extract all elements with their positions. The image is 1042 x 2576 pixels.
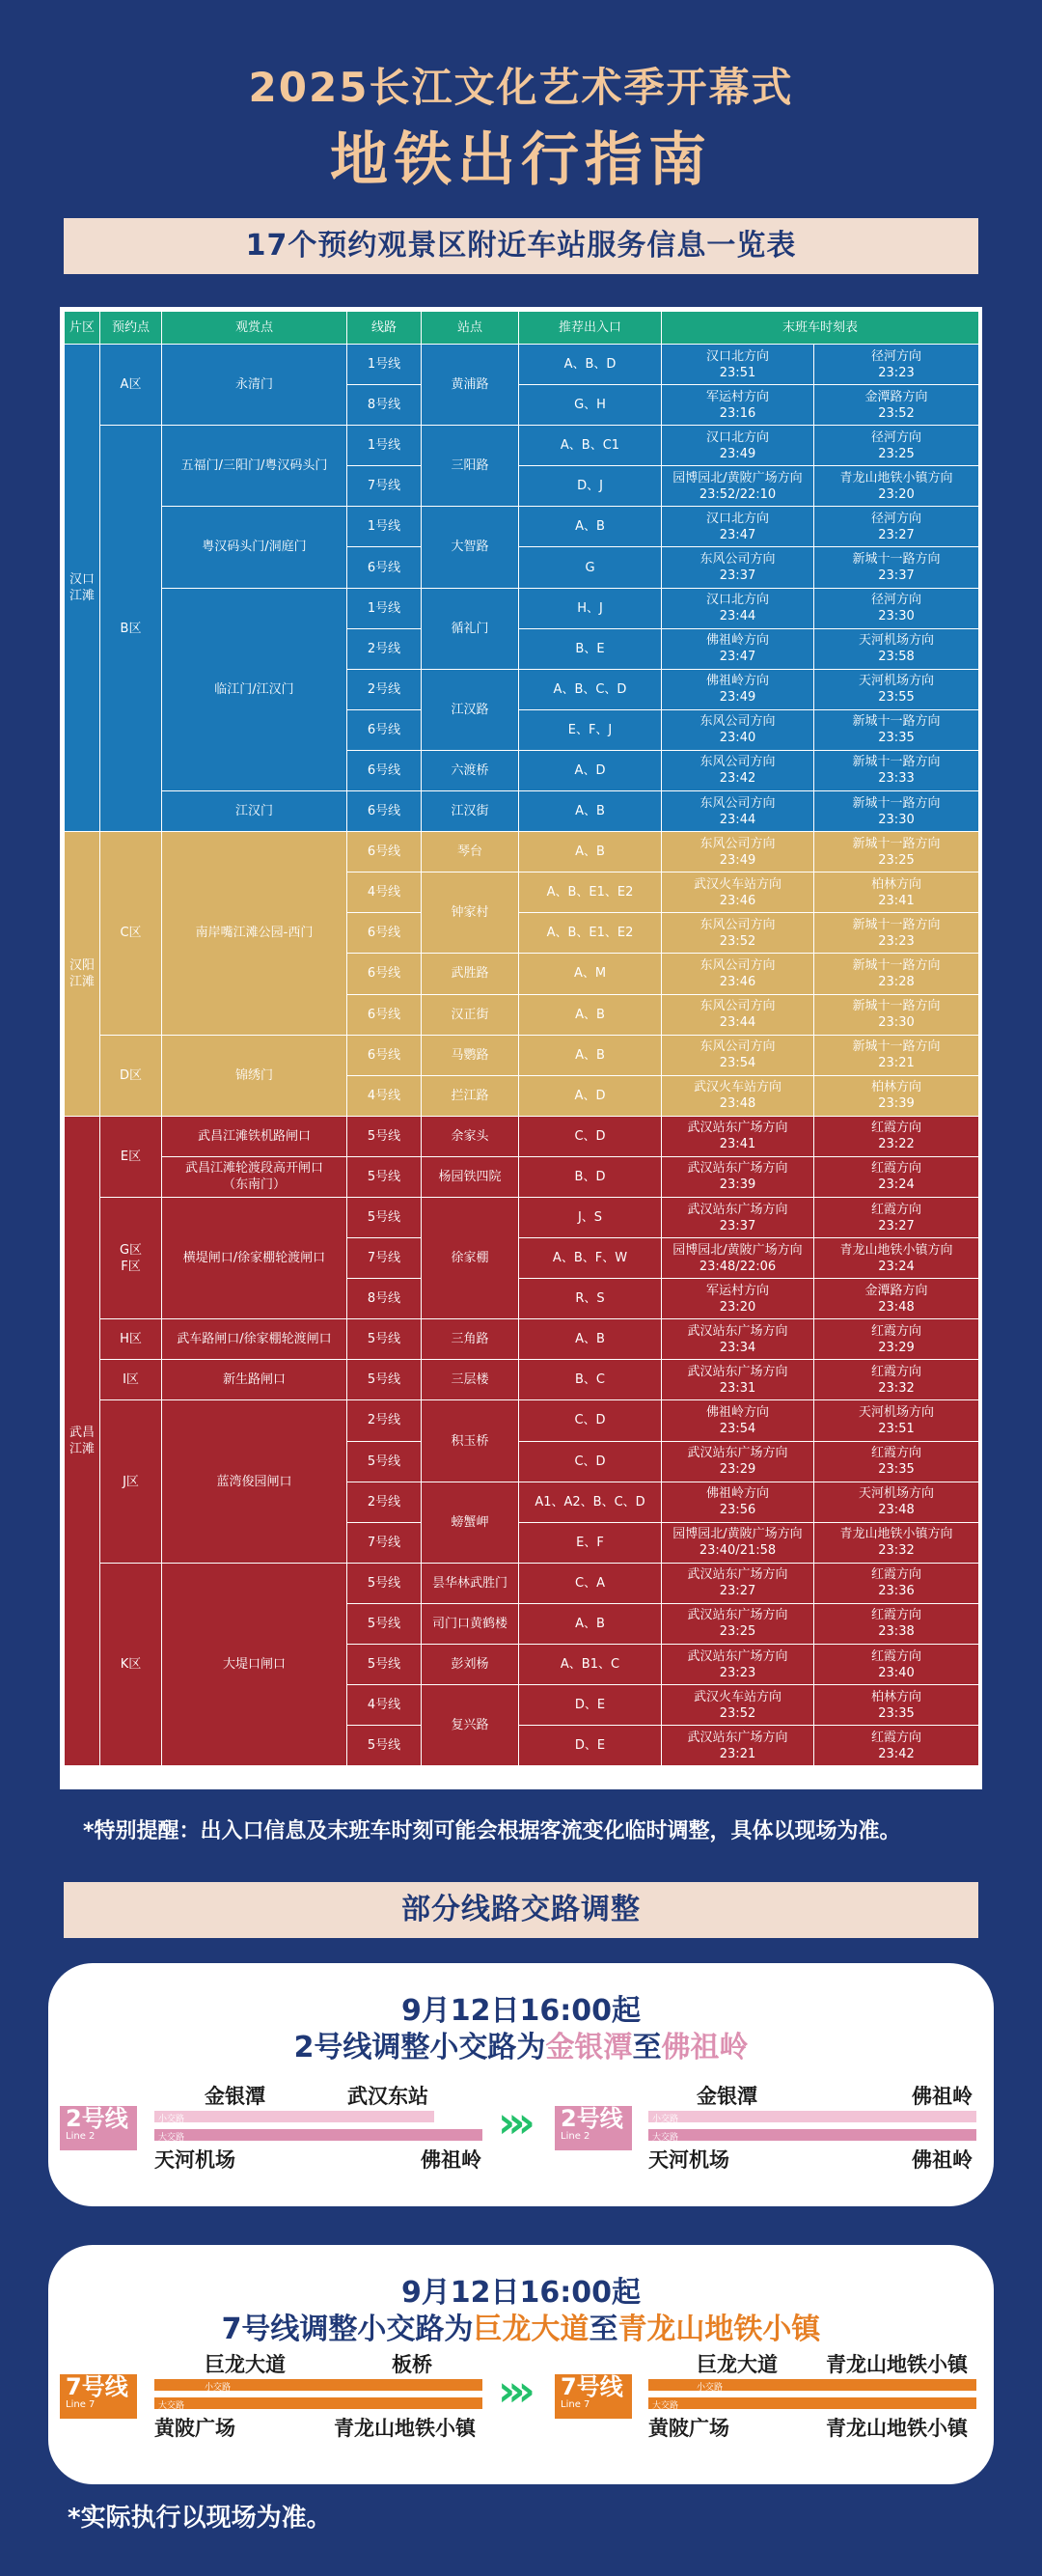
arrow-icon: »» <box>498 2367 518 2416</box>
last-train-cell: 东风公司方向 23:40 <box>662 709 814 750</box>
viewpoint-cell: 新生路闸口 <box>162 1360 347 1400</box>
last-train-cell: 新城十一路方向 23:30 <box>814 791 979 832</box>
last-train-cell: 东风公司方向 23:44 <box>662 791 814 832</box>
station-cell: 大智路 <box>422 507 519 588</box>
last-train-cell: 军运村方向 23:20 <box>662 1279 814 1319</box>
exit-cell: A、B1、C <box>519 1645 662 1685</box>
last-train-cell: 武汉站东广场方向 23:39 <box>662 1156 814 1197</box>
last-train-cell: 青龙山地铁小镇方向 23:24 <box>814 1238 979 1279</box>
station-cell: 司门口黄鹤楼 <box>422 1603 519 1644</box>
arrow-icon: »» <box>498 2098 518 2147</box>
exit-cell: D、E <box>519 1685 662 1726</box>
table-row <box>65 1400 979 1441</box>
schedule-table <box>64 311 979 1766</box>
last-train-cell: 红霞方向 23:32 <box>814 1360 979 1400</box>
last-train-cell: 青龙山地铁小镇方向 23:32 <box>814 1522 979 1563</box>
line-cell: 2号线 <box>347 669 422 709</box>
header-cell: 预约点 <box>100 312 162 345</box>
line-cell: 1号线 <box>347 345 422 385</box>
last-train-cell: 汉口北方向 23:44 <box>662 588 814 628</box>
district-cell: 汉口 江滩 <box>65 345 100 832</box>
viewpoint-cell: 大堤口闸口 <box>162 1563 347 1765</box>
last-train-cell: 柏林方向 23:35 <box>814 1685 979 1726</box>
last-train-cell: 新城十一路方向 23:25 <box>814 832 979 873</box>
route-card-line2 <box>48 1963 994 2206</box>
last-train-cell: 柏林方向 23:39 <box>814 1075 979 1116</box>
exit-cell: G <box>519 547 662 588</box>
last-train-cell: 红霞方向 23:27 <box>814 1197 979 1237</box>
station-label: 天河机场 <box>154 2148 235 2172</box>
last-train-cell: 径河方向 23:25 <box>814 426 979 466</box>
last-train-cell: 新城十一路方向 23:33 <box>814 750 979 790</box>
line7-big-route-bar <box>154 2397 482 2409</box>
table-row <box>65 1116 979 1156</box>
viewpoint-cell: 永清门 <box>162 345 347 426</box>
line7-badge: 7号线 Line 7 <box>60 2374 137 2419</box>
viewpoint-cell: 粤汉码头门/洞庭门 <box>162 507 347 588</box>
line2-small-route-bar <box>154 2111 434 2122</box>
table-row <box>65 1197 979 1237</box>
last-train-cell: 东风公司方向 23:52 <box>662 913 814 954</box>
big-route-label: 大交路 <box>158 2133 185 2143</box>
schedule-table-wrap <box>60 307 982 1789</box>
district-cell: 武昌 江滩 <box>65 1116 100 1766</box>
station-label: 青龙山地铁小镇 <box>826 2417 968 2440</box>
table-row <box>65 1156 979 1197</box>
line2-badge: 2号线 Line 2 <box>60 2106 137 2150</box>
exit-cell: E、F、J <box>519 709 662 750</box>
line-cell: 4号线 <box>347 1075 422 1116</box>
last-train-cell: 武汉站东广场方向 23:23 <box>662 1645 814 1685</box>
zone-cell: D区 <box>100 1035 162 1116</box>
exit-cell: B、E <box>519 628 662 669</box>
exit-cell: A、B <box>519 832 662 873</box>
zone-cell: B区 <box>100 426 162 832</box>
line-cell: 1号线 <box>347 507 422 547</box>
route-card-line7 <box>48 2245 994 2484</box>
table-row <box>65 1563 979 1603</box>
last-train-cell: 新城十一路方向 23:37 <box>814 547 979 588</box>
viewpoint-cell: 蓝湾俊园闸口 <box>162 1400 347 1563</box>
line-cell: 2号线 <box>347 628 422 669</box>
last-train-cell: 园博园北/黄陂广场方向 23:40/21:58 <box>662 1522 814 1563</box>
exit-cell: A、B、D <box>519 345 662 385</box>
line-cell: 6号线 <box>347 913 422 954</box>
station-cell: 江汉路 <box>422 669 519 750</box>
line-cell: 5号线 <box>347 1319 422 1360</box>
exit-cell: H、J <box>519 588 662 628</box>
last-train-cell: 天河机场方向 23:51 <box>814 1400 979 1441</box>
viewpoint-cell: 锦绣门 <box>162 1035 347 1116</box>
table-row <box>65 426 979 466</box>
line-cell: 6号线 <box>347 547 422 588</box>
station-cell: 三阳路 <box>422 426 519 507</box>
exit-cell: C、A <box>519 1563 662 1603</box>
table-row <box>65 832 979 873</box>
station-label: 武汉东站 <box>347 2085 428 2108</box>
viewpoint-cell: 临江门/江汉门 <box>162 588 347 790</box>
last-train-cell: 径河方向 23:23 <box>814 345 979 385</box>
last-train-cell: 武汉站东广场方向 23:37 <box>662 1197 814 1237</box>
line-cell: 5号线 <box>347 1197 422 1237</box>
last-train-cell: 新城十一路方向 23:35 <box>814 709 979 750</box>
last-train-cell: 天河机场方向 23:58 <box>814 628 979 669</box>
last-train-cell: 武汉站东广场方向 23:29 <box>662 1441 814 1482</box>
station-cell: 彭刘杨 <box>422 1645 519 1685</box>
last-train-cell: 新城十一路方向 23:28 <box>814 954 979 994</box>
line-cell: 6号线 <box>347 994 422 1035</box>
exit-cell: D、E <box>519 1726 662 1766</box>
station-cell: 杨园铁四院 <box>422 1156 519 1197</box>
big-route-label: 大交路 <box>158 2401 185 2411</box>
line-cell: 7号线 <box>347 1238 422 1279</box>
station-cell: 三层楼 <box>422 1360 519 1400</box>
line-cell: 1号线 <box>347 588 422 628</box>
last-train-cell: 武汉站东广场方向 23:41 <box>662 1116 814 1156</box>
line-cell: 7号线 <box>347 466 422 507</box>
last-train-cell: 红霞方向 23:38 <box>814 1603 979 1644</box>
line-cell: 6号线 <box>347 1035 422 1075</box>
line-cell: 5号线 <box>347 1116 422 1156</box>
station-cell: 昙华林武胜门 <box>422 1563 519 1603</box>
line-cell: 5号线 <box>347 1563 422 1603</box>
line-cell: 1号线 <box>347 426 422 466</box>
exit-cell: D、J <box>519 466 662 507</box>
title-line1: 2025长江文化艺术季开幕式 <box>248 64 794 111</box>
last-train-cell: 青龙山地铁小镇方向 23:20 <box>814 466 979 507</box>
station-cell: 三角路 <box>422 1319 519 1360</box>
last-train-cell: 天河机场方向 23:48 <box>814 1482 979 1522</box>
exit-cell: A、M <box>519 954 662 994</box>
last-train-cell: 佛祖岭方向 23:56 <box>662 1482 814 1522</box>
last-train-cell: 红霞方向 23:24 <box>814 1156 979 1197</box>
line-cell: 2号线 <box>347 1400 422 1441</box>
station-cell: 马鹦路 <box>422 1035 519 1075</box>
footer-note: *实际执行以现场为准。 <box>68 2504 332 2533</box>
line-cell: 8号线 <box>347 1279 422 1319</box>
card1-date: 9月12日16:00起 <box>400 1994 642 2028</box>
exit-cell: A、B、C1 <box>519 426 662 466</box>
exit-cell: G、H <box>519 385 662 426</box>
station-label: 金银潭 <box>205 2085 265 2108</box>
last-train-cell: 径河方向 23:30 <box>814 588 979 628</box>
last-train-cell: 佛祖岭方向 23:49 <box>662 669 814 709</box>
table-row <box>65 1360 979 1400</box>
last-train-cell: 武汉站东广场方向 23:31 <box>662 1360 814 1400</box>
last-train-cell: 东风公司方向 23:42 <box>662 750 814 790</box>
last-train-cell: 军运村方向 23:16 <box>662 385 814 426</box>
station-cell: 江汉街 <box>422 791 519 832</box>
last-train-cell: 红霞方向 23:22 <box>814 1116 979 1156</box>
station-cell: 琴台 <box>422 832 519 873</box>
zone-cell: A区 <box>100 345 162 426</box>
viewpoint-cell: 南岸嘴江滩公园-西门 <box>162 832 347 1035</box>
station-label: 金银潭 <box>697 2085 757 2108</box>
last-train-cell: 汉口北方向 23:47 <box>662 507 814 547</box>
last-train-cell: 园博园北/黄陂广场方向 23:48/22:06 <box>662 1238 814 1279</box>
zone-cell: I区 <box>100 1360 162 1400</box>
line-cell: 5号线 <box>347 1360 422 1400</box>
line-cell: 6号线 <box>347 791 422 832</box>
card1-heading: 2号线调整小交路为金银潭至佛祖岭 <box>293 2031 749 2064</box>
header-cell: 片区 <box>65 312 100 345</box>
section2-title: 部分线路交路调整 <box>64 1882 978 1938</box>
viewpoint-cell: 五福门/三阳门/粤汉码头门 <box>162 426 347 507</box>
station-cell: 积玉桥 <box>422 1400 519 1482</box>
exit-cell: A、D <box>519 750 662 790</box>
viewpoint-cell: 江汉门 <box>162 791 347 832</box>
station-label: 佛祖岭 <box>421 2148 481 2172</box>
last-train-cell: 红霞方向 23:36 <box>814 1563 979 1603</box>
last-train-cell: 金潭路方向 23:52 <box>814 385 979 426</box>
last-train-cell: 红霞方向 23:40 <box>814 1645 979 1685</box>
station-cell: 徐家棚 <box>422 1197 519 1318</box>
exit-cell: A、B、C、D <box>519 669 662 709</box>
line7-small-route-bar <box>154 2379 482 2391</box>
title-line2: 地铁出行指南 <box>330 126 712 194</box>
last-train-cell: 新城十一路方向 23:30 <box>814 994 979 1035</box>
last-train-cell: 东风公司方向 23:44 <box>662 994 814 1035</box>
line-cell: 5号线 <box>347 1156 422 1197</box>
station-label: 巨龙大道 <box>205 2353 286 2376</box>
last-train-cell: 东风公司方向 23:46 <box>662 954 814 994</box>
station-cell: 汉正街 <box>422 994 519 1035</box>
line-cell: 4号线 <box>347 873 422 913</box>
small-route-label: 小交路 <box>697 2383 724 2393</box>
station-label: 青龙山地铁小镇 <box>334 2417 476 2440</box>
table-row <box>65 1035 979 1075</box>
exit-cell: A、B <box>519 791 662 832</box>
station-cell: 余家头 <box>422 1116 519 1156</box>
exit-cell: A、B、F、W <box>519 1238 662 1279</box>
zone-cell: E区 <box>100 1116 162 1197</box>
special-note: *特别提醒：出入口信息及末班车时刻可能会根据客流变化临时调整，具体以现场为准。 <box>83 1819 901 1843</box>
line-cell: 6号线 <box>347 954 422 994</box>
last-train-cell: 东风公司方向 23:54 <box>662 1035 814 1075</box>
exit-cell: J、S <box>519 1197 662 1237</box>
exit-cell: B、D <box>519 1156 662 1197</box>
line-cell: 5号线 <box>347 1441 422 1482</box>
last-train-cell: 武汉站东广场方向 23:34 <box>662 1319 814 1360</box>
last-train-cell: 新城十一路方向 23:21 <box>814 1035 979 1075</box>
exit-cell: A、B <box>519 994 662 1035</box>
card2-heading: 7号线调整小交路为巨龙大道至青龙山地铁小镇 <box>221 2313 821 2346</box>
station-cell: 黄浦路 <box>422 345 519 426</box>
exit-cell: A、B <box>519 1319 662 1360</box>
last-train-cell: 新城十一路方向 23:23 <box>814 913 979 954</box>
station-label: 巨龙大道 <box>697 2353 778 2376</box>
last-train-cell: 武汉火车站方向 23:52 <box>662 1685 814 1726</box>
big-route-label: 大交路 <box>652 2133 679 2143</box>
exit-cell: A、D <box>519 1075 662 1116</box>
line-cell: 6号线 <box>347 709 422 750</box>
station-label: 黄陂广场 <box>648 2417 729 2440</box>
header-cell: 推荐出入口 <box>519 312 662 345</box>
line-cell: 5号线 <box>347 1603 422 1644</box>
table-row <box>65 345 979 385</box>
station-label: 黄陂广场 <box>154 2417 235 2440</box>
station-label: 佛祖岭 <box>912 2085 973 2108</box>
zone-cell: J区 <box>100 1400 162 1563</box>
exit-cell: C、D <box>519 1116 662 1156</box>
last-train-cell: 武汉站东广场方向 23:21 <box>662 1726 814 1766</box>
line2-big-route-bar-after <box>648 2129 976 2141</box>
last-train-cell: 红霞方向 23:35 <box>814 1441 979 1482</box>
station-cell: 螃蟹岬 <box>422 1482 519 1563</box>
header-cell: 末班车时刻表 <box>662 312 979 345</box>
small-route-label: 小交路 <box>158 2115 185 2124</box>
last-train-cell: 金潭路方向 23:48 <box>814 1279 979 1319</box>
last-train-cell: 东风公司方向 23:37 <box>662 547 814 588</box>
exit-cell: A、B <box>519 1603 662 1644</box>
last-train-cell: 红霞方向 23:29 <box>814 1319 979 1360</box>
header-cell: 观赏点 <box>162 312 347 345</box>
last-train-cell: 东风公司方向 23:49 <box>662 832 814 873</box>
viewpoint-cell: 武昌江滩轮渡段高开闸口 （东南门） <box>162 1156 347 1197</box>
station-label: 板桥 <box>392 2353 432 2376</box>
last-train-cell: 汉口北方向 23:51 <box>662 345 814 385</box>
station-label: 天河机场 <box>648 2148 729 2172</box>
last-train-cell: 佛祖岭方向 23:47 <box>662 628 814 669</box>
last-train-cell: 武汉火车站方向 23:46 <box>662 873 814 913</box>
district-cell: 汉阳 江滩 <box>65 832 100 1117</box>
station-cell: 循礼门 <box>422 588 519 669</box>
last-train-cell: 武汉站东广场方向 23:27 <box>662 1563 814 1603</box>
line-cell: 6号线 <box>347 750 422 790</box>
exit-cell: A1、A2、B、C、D <box>519 1482 662 1522</box>
line-cell: 7号线 <box>347 1522 422 1563</box>
station-cell: 钟家村 <box>422 873 519 954</box>
table-row <box>65 588 979 628</box>
exit-cell: A、B、E1、E2 <box>519 873 662 913</box>
line7-big-route-bar-after <box>648 2397 976 2409</box>
small-route-label: 小交路 <box>652 2115 679 2124</box>
line2-badge-after: 2号线 Line 2 <box>555 2106 632 2150</box>
station-cell: 复兴路 <box>422 1685 519 1766</box>
header-cell: 站点 <box>422 312 519 345</box>
line-cell: 6号线 <box>347 832 422 873</box>
last-train-cell: 柏林方向 23:41 <box>814 873 979 913</box>
last-train-cell: 武汉站东广场方向 23:25 <box>662 1603 814 1644</box>
exit-cell: B、C <box>519 1360 662 1400</box>
line-cell: 5号线 <box>347 1726 422 1766</box>
last-train-cell: 红霞方向 23:42 <box>814 1726 979 1766</box>
table-title: 17个预约观景区附近车站服务信息一览表 <box>64 218 978 274</box>
exit-cell: A、B <box>519 507 662 547</box>
line-cell: 8号线 <box>347 385 422 426</box>
exit-cell: R、S <box>519 1279 662 1319</box>
zone-cell: K区 <box>100 1563 162 1765</box>
table-row <box>65 791 979 832</box>
viewpoint-cell: 横堤闸口/徐家棚轮渡闸口 <box>162 1197 347 1318</box>
last-train-cell: 佛祖岭方向 23:54 <box>662 1400 814 1441</box>
last-train-cell: 园博园北/黄陂广场方向 23:52/22:10 <box>662 466 814 507</box>
table-row <box>65 507 979 547</box>
header-cell: 线路 <box>347 312 422 345</box>
exit-cell: A、B <box>519 1035 662 1075</box>
station-cell: 六渡桥 <box>422 750 519 790</box>
zone-cell: C区 <box>100 832 162 1035</box>
viewpoint-cell: 武车路闸口/徐家棚轮渡闸口 <box>162 1319 347 1360</box>
line-cell: 2号线 <box>347 1482 422 1522</box>
station-label: 佛祖岭 <box>912 2148 973 2172</box>
line-cell: 4号线 <box>347 1685 422 1726</box>
zone-cell: G区 F区 <box>100 1197 162 1318</box>
exit-cell: C、D <box>519 1441 662 1482</box>
last-train-cell: 武汉火车站方向 23:48 <box>662 1075 814 1116</box>
last-train-cell: 汉口北方向 23:49 <box>662 426 814 466</box>
big-route-label: 大交路 <box>652 2401 679 2411</box>
small-route-label: 小交路 <box>205 2383 232 2393</box>
last-train-cell: 径河方向 23:27 <box>814 507 979 547</box>
station-cell: 拦江路 <box>422 1075 519 1116</box>
line7-badge-after: 7号线 Line 7 <box>555 2374 632 2419</box>
zone-cell: H区 <box>100 1319 162 1360</box>
line2-big-route-bar <box>154 2129 482 2141</box>
exit-cell: A、B、E1、E2 <box>519 913 662 954</box>
line-cell: 5号线 <box>347 1645 422 1685</box>
exit-cell: E、F <box>519 1522 662 1563</box>
viewpoint-cell: 武昌江滩铁机路闸口 <box>162 1116 347 1156</box>
last-train-cell: 天河机场方向 23:55 <box>814 669 979 709</box>
exit-cell: C、D <box>519 1400 662 1441</box>
table-row <box>65 1319 979 1360</box>
line2-small-route-bar-after <box>648 2111 976 2122</box>
station-label: 青龙山地铁小镇 <box>826 2353 968 2376</box>
station-cell: 武胜路 <box>422 954 519 994</box>
card2-date: 9月12日16:00起 <box>400 2276 642 2310</box>
